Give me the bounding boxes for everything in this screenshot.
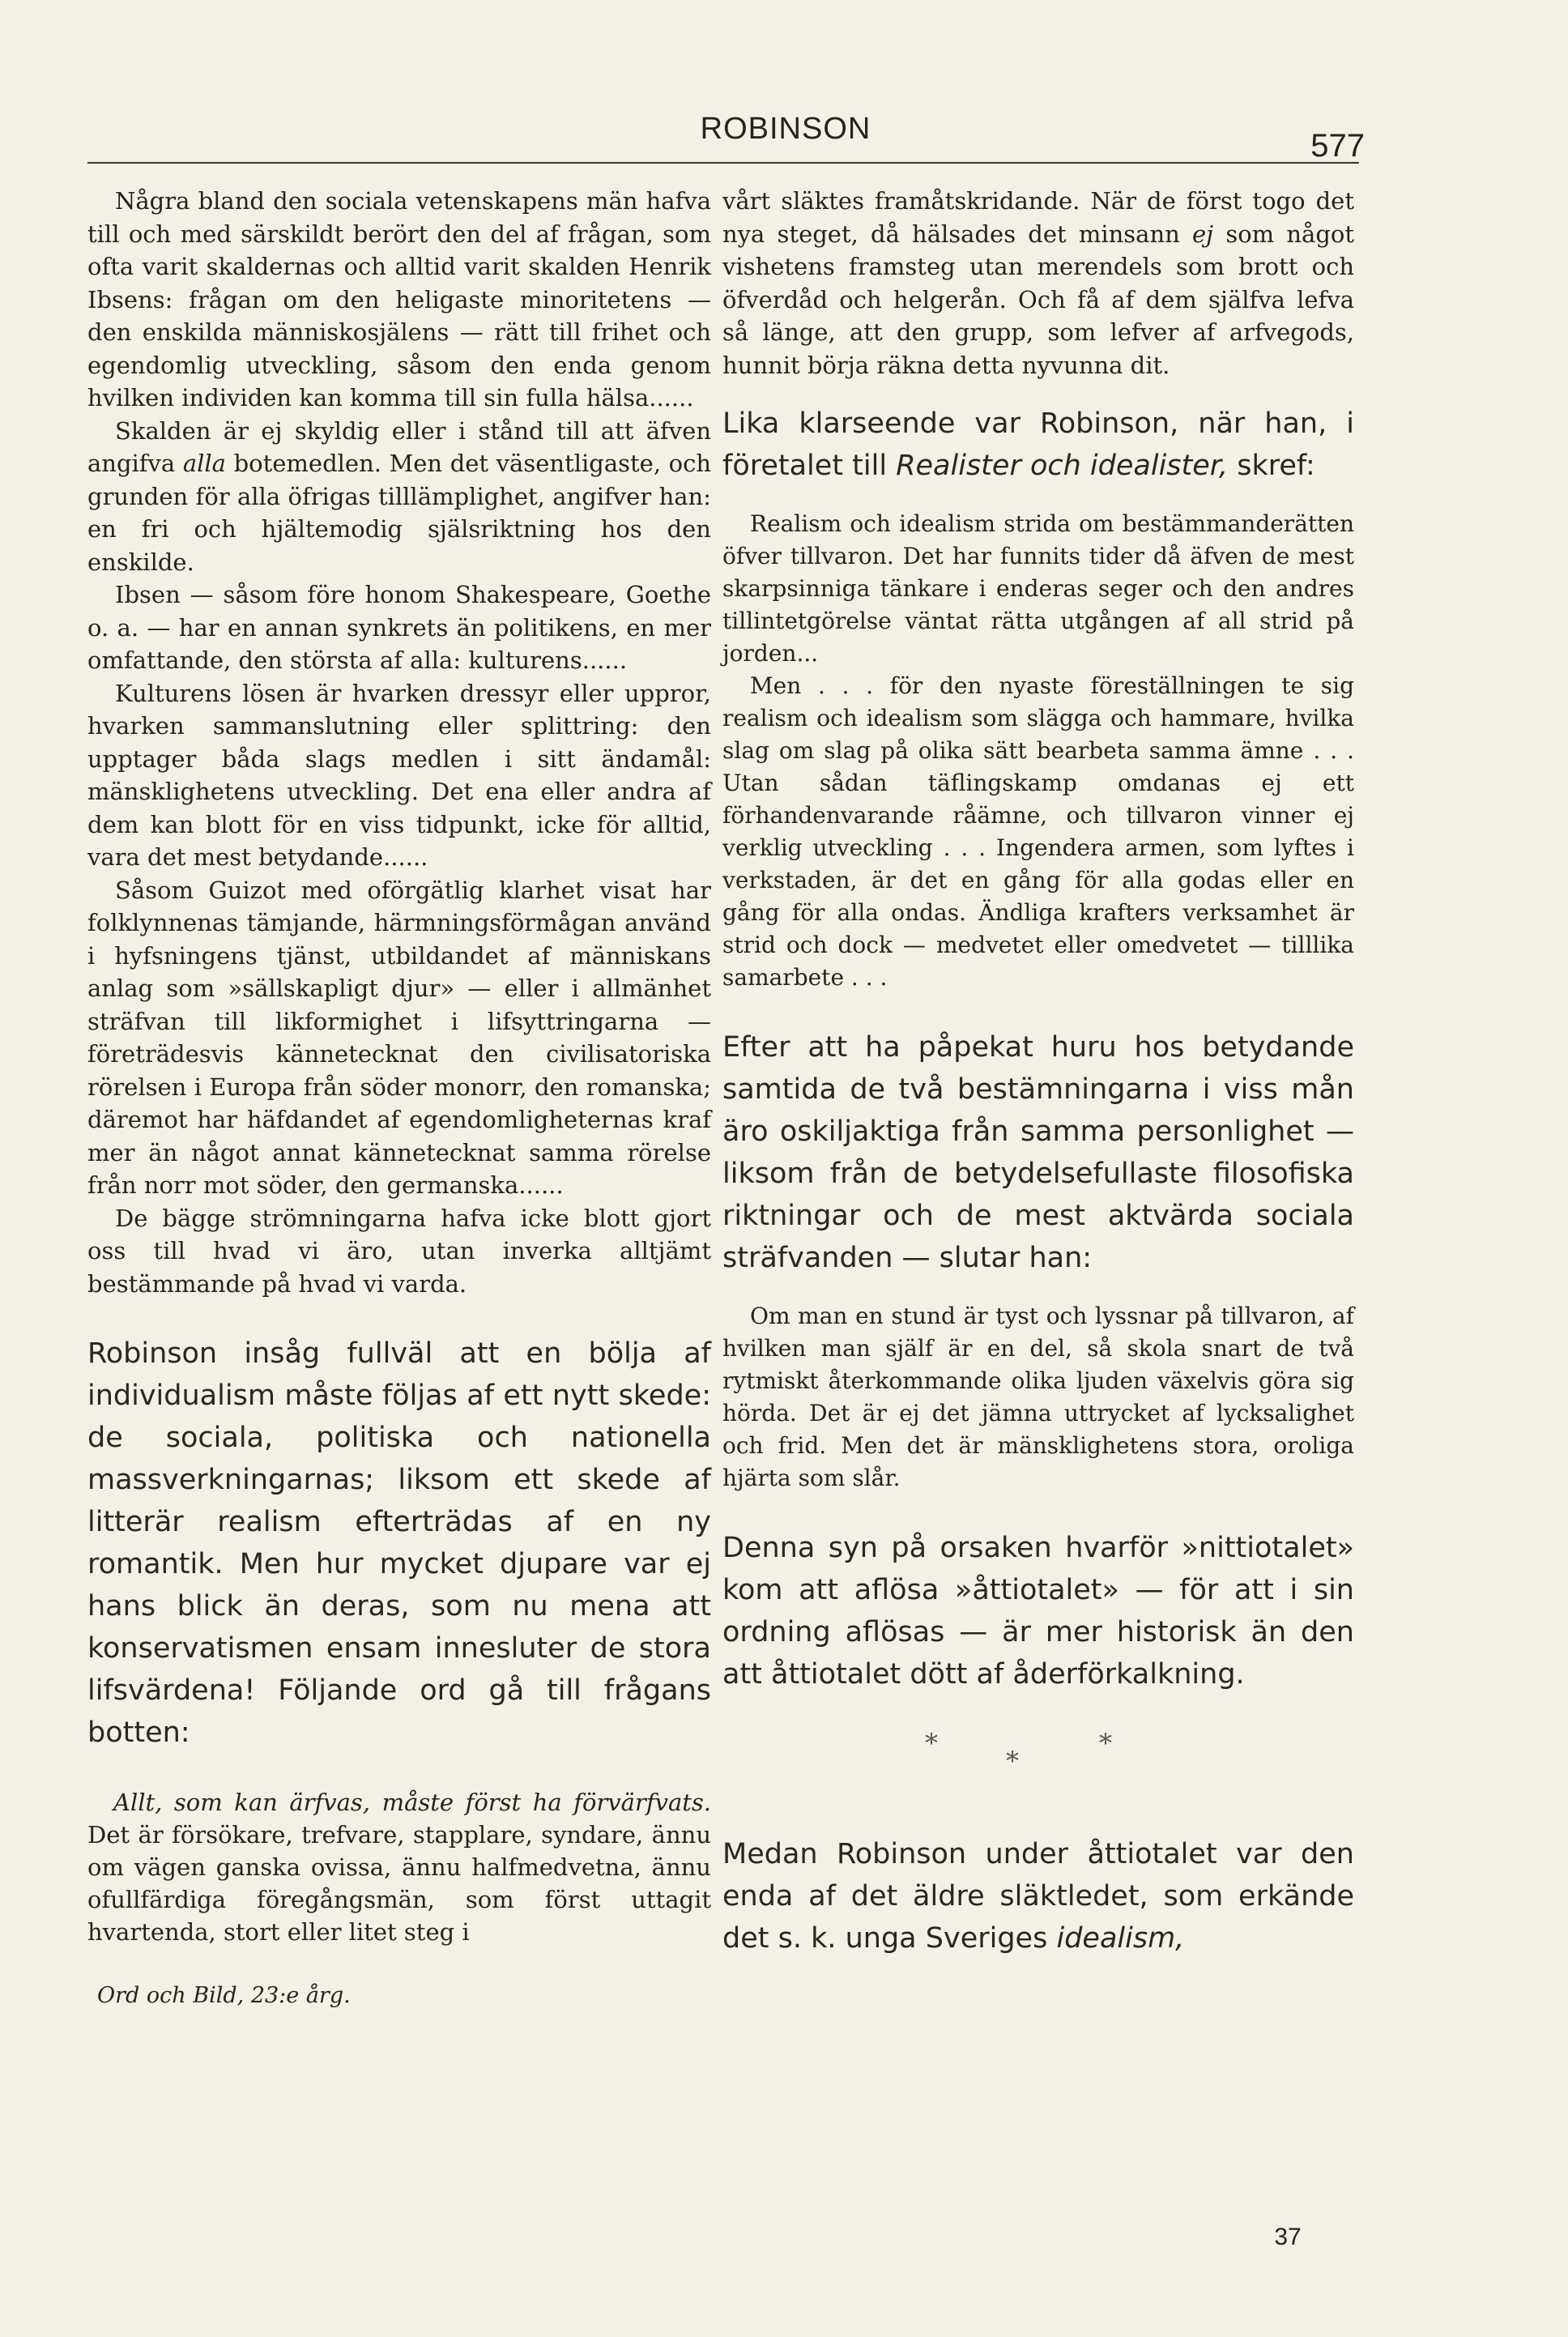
paragraph bbox=[87, 1786, 711, 1948]
text-run: Medan Robinson under åttiotalet var den enda af det äldre släktledet, som erkände det s. k. unga Sveriges bbox=[722, 1838, 1354, 1955]
paragraph: Realism och idealism strida om bestämmanderätten öfver tillvaron. Det har funnits tider då äfven de mest skarpsinniga tänkare i enderas seger och den andres tillintetgörelse väntat rätta utgången af all strid på jorden... bbox=[722, 510, 1354, 667]
right-large-text-4 bbox=[722, 1833, 1354, 1960]
source-citation: Ord och Bild, 23:e årg. bbox=[97, 1983, 351, 2008]
text-run: vårt släktes framåtskridande. När de först togo det nya steget, då hälsades det minsann bbox=[722, 187, 1354, 248]
paragraph: Denna syn på orsaken hvarför »nittiotalet» kom att aflösa »åttiotalet» — för att i sin ordning aflösas — är mer historisk än den att åttiotalet dött af åderförkalkning. bbox=[722, 1532, 1354, 1691]
paragraph: Men . . . för den nyaste föreställningen te sig realism och idealism som slägga och hammare, hvilka slag om slag på olika sätt bearbeta samma ämne . . . Utan sådan täflingskamp omdanas ej ett förhandenvarande råämne, och tillvaron vinner ej verklig utveckling . . . Ingendera armen, som lyftes i verkstaden, är det en gång för alla godas eller en gång för alla ondas. Ändliga krafters verksamhet är strid och dock — medvetet eller omedvetet — tilllika samarbete . . . bbox=[722, 672, 1354, 991]
paragraph: Några bland den sociala vetenskapens män hafva till och med särskildt berört den del af frågan, som ofta varit skaldernas och alltid varit skalden Henrik Ibsens: frågan om den heligaste minoritetens — den enskilda människosjälens — rätt till frihet och egendomlig utveckling, såsom den enda genom hvilken individen kan komma till sin fulla hälsa...... bbox=[87, 187, 711, 412]
paragraph bbox=[722, 1833, 1354, 1960]
right-quote-1 bbox=[722, 508, 1354, 994]
paragraph: Ibsen — såsom före honom Shakespeare, Goethe o. a. — har en annan synkrets än politikens, en mer omfattande, den största af alla: kulturens...... bbox=[87, 581, 711, 674]
left-large-text bbox=[87, 1333, 711, 1754]
header-rule bbox=[87, 162, 1359, 164]
paragraph: De bägge strömningarna hafva icke blott gjort oss till hvad vi äro, utan inverka alltjämt bestämmande på hvad vi varda. bbox=[87, 1204, 711, 1298]
right-large-text-1 bbox=[722, 403, 1354, 487]
text-run: Skalden är ej skyldig eller i stånd till att äfven angifva bbox=[87, 416, 711, 477]
paragraph: Om man en stund är tyst och lyssnar på tillvaron, af hvilken man själf är en del, så skola snart de två rytmiskt återkommande olika ljuden växelvis göra sig hörda. Det är ej det jämna uttrycket af lycksalighet och frid. Men det är mänsklighetens stora, oroliga hjärta som slår. bbox=[722, 1303, 1354, 1491]
section-divider bbox=[722, 1728, 1354, 1801]
emphasis: idealism, bbox=[1056, 1922, 1185, 1955]
text-run: skref: bbox=[1237, 450, 1315, 482]
text-run: som något vishetens framsteg utan merendels som brott och öfverdåd och helgerån. Och få af dem själfva lefva så länge, att den grupp, som lefver af arfvegods, hunnit börja räkna detta nyvunna dit. bbox=[722, 220, 1354, 379]
emphasis: alla bbox=[182, 450, 226, 477]
asterisk: * bbox=[1099, 1728, 1112, 1759]
asterisk: * bbox=[1006, 1746, 1019, 1776]
left-body-text bbox=[87, 185, 711, 1300]
right-large-text-2 bbox=[722, 1026, 1354, 1279]
right-body-text bbox=[722, 185, 1354, 382]
paragraph: Efter att ha påpekat huru hos betydande samtida de två bestämningarna i viss mån äro oskiljaktiga från samma personlighet — liksom från de betydelsefullaste filosofiska riktningar och de mest aktvärda sociala sträfvanden — slutar han: bbox=[722, 1031, 1354, 1274]
text-run: Det är försökare, trefvare, stapplare, syndare, ännu om vägen ganska ovissa, ännu halfmedvetna, ännu ofullfärdiga föregångsmän, som först uttagit hvartenda, stort eller litet steg i bbox=[87, 1821, 711, 1946]
running-title: ROBINSON bbox=[700, 112, 871, 146]
page-number: 577 bbox=[1310, 128, 1365, 164]
paragraph bbox=[87, 415, 711, 579]
paragraph: Kulturens lösen är hvarken dressyr eller uppror, hvarken sammanslutning eller splittring: den upptager båda slags medlen i sitt ändamål: mänsklighetens utveckling. Det ena eller andra af dem kan blott för en viss tidpunkt, icke för alltid, vara det mest betydande...... bbox=[87, 679, 711, 871]
emphasis: ej bbox=[1191, 220, 1214, 248]
emphasis: Realister och idealister, bbox=[896, 450, 1229, 482]
right-column bbox=[722, 185, 1354, 1960]
left-quote bbox=[87, 1786, 711, 1948]
paragraph bbox=[722, 185, 1354, 382]
right-quote-2 bbox=[722, 1300, 1354, 1495]
paragraph bbox=[722, 403, 1354, 487]
paragraph: Såsom Guizot med oförgätlig klarhet visat har folklynnenas tämjande, härmningsförmågan använd i hyfsningens tjänst, utbildandet af människans anlag som »sällskapligt djur» — eller i allmänhet sträfvan till likformighet i lifsyttringarna — företrädesvis kännetecknat den civilisatoriska rörelsen i Europa från söder monorr, den romanska; däremot har häfdandet af egendomligheternas kraf mer än något annat kännetecknat samma rörelse från norr mot söder, den germanska...... bbox=[87, 876, 711, 1199]
text-run: Lika klarseende var Robinson, när han, i företalet till bbox=[722, 407, 1354, 482]
asterisk: * bbox=[925, 1728, 938, 1759]
left-column bbox=[87, 185, 711, 2011]
signature-mark: 37 bbox=[1274, 2224, 1302, 2250]
text-run: botemedlen. Men det väsentligaste, och grunden för alla öfrigas tilllämplighet, angifver han: en fri och hjältemodig själsriktning hos den enskilde. bbox=[87, 450, 712, 576]
right-large-text-3 bbox=[722, 1527, 1354, 1695]
paragraph: Robinson insåg fullväl att en bölja af individualism måste följas af ett nytt skede: de sociala, politiska och nationella massverkningarnas; liksom ett skede af litterär realism efterträdas af en ny romantik. Men hur mycket djupare var ej hans blick än deras, som nu mena att konservatismen ensam innesluter de stora lifsvärdena! Följande ord gå till frågans botten: bbox=[87, 1337, 711, 1749]
emphasis: Allt, som kan ärfvas, måste först ha förvärfvats. bbox=[113, 1789, 711, 1816]
